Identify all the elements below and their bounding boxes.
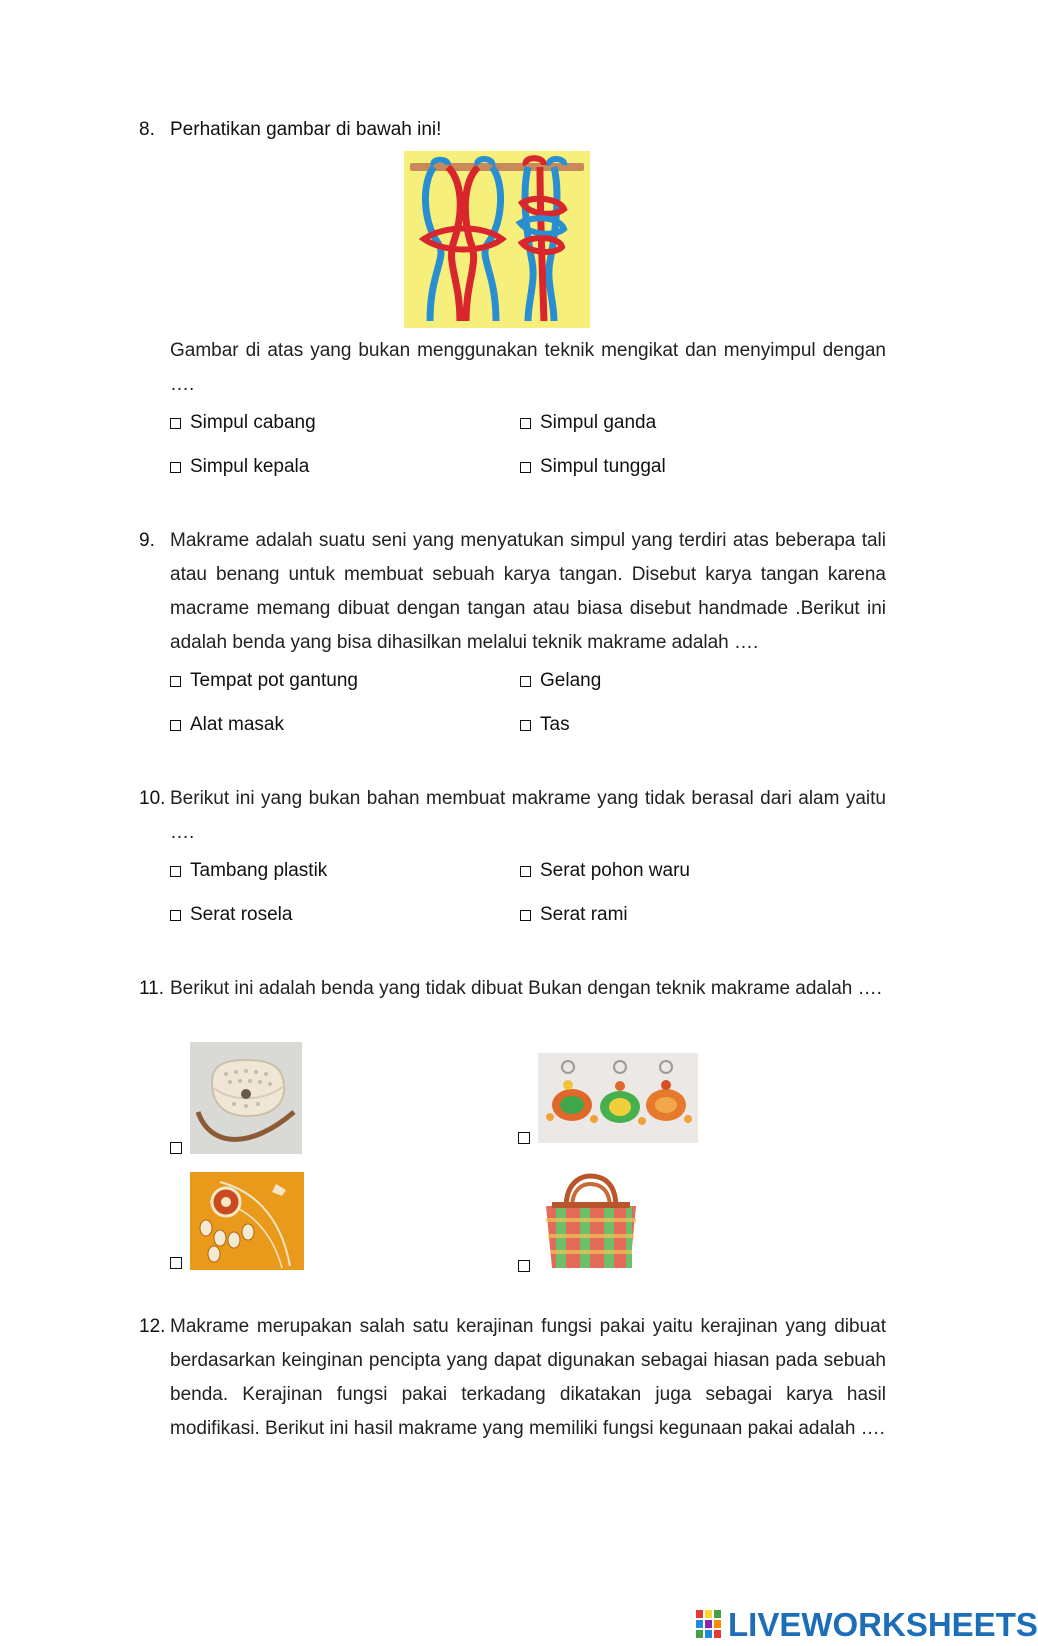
checkbox-icon[interactable] xyxy=(170,418,181,429)
q9-option-b[interactable]: Gelang xyxy=(520,668,601,694)
question-8-prompt: Perhatikan gambar di bawah ini! xyxy=(170,119,442,140)
checkbox-icon[interactable] xyxy=(520,720,531,731)
q11-option-b-checkbox[interactable] xyxy=(518,1132,530,1144)
q10-option-b[interactable]: Serat pohon waru xyxy=(520,858,690,884)
q11-option-d-checkbox[interactable] xyxy=(518,1260,530,1272)
q9-option-c[interactable]: Alat masak xyxy=(170,712,284,738)
checkbox-icon[interactable] xyxy=(170,866,181,877)
q9-option-a[interactable]: Tempat pot gantung xyxy=(170,668,358,694)
checkbox-icon[interactable] xyxy=(520,462,531,473)
liveworksheets-logo[interactable] xyxy=(696,1608,1038,1642)
q10-option-a[interactable]: Tambang plastik xyxy=(170,858,327,884)
q8-option-b[interactable]: Simpul ganda xyxy=(520,410,656,436)
macrame-bag-photo[interactable] xyxy=(190,1042,302,1154)
question-9-text: Makrame adalah suatu seni yang menyatukan simpul yang terdiri atas beberapa tali atau benang untuk membuat sebuah karya tangan. Disebut karya tangan karena macrame memang dibuat dengan tangan atau biasa disebut handmade .Berikut ini adalah benda yang bisa dihasilkan melalui teknik makrame adalah …. xyxy=(170,530,886,653)
checkbox-icon[interactable] xyxy=(170,720,181,731)
question-10-text: Berikut ini yang bukan bahan membuat makrame yang tidak berasal dari alam yaitu …. xyxy=(170,788,886,843)
question-9-number: 9. xyxy=(139,530,155,551)
q10-option-d[interactable]: Serat rami xyxy=(520,902,628,928)
dreamcatcher-necklace-photo[interactable] xyxy=(190,1172,304,1270)
logo-text: LIVEWORKSHEETS xyxy=(728,1606,1038,1643)
q8-option-c[interactable]: Simpul kepala xyxy=(170,454,309,480)
question-10-number: 10. xyxy=(139,788,166,809)
q11-option-c-checkbox[interactable] xyxy=(170,1257,182,1269)
checkbox-icon[interactable] xyxy=(520,866,531,877)
woven-basket-bag-photo[interactable] xyxy=(540,1168,642,1272)
checkbox-icon[interactable] xyxy=(170,462,181,473)
checkbox-icon[interactable] xyxy=(170,910,181,921)
question-11-number: 11. xyxy=(139,978,165,999)
checkbox-icon[interactable] xyxy=(170,676,181,687)
knot-diagram-image xyxy=(404,151,590,328)
turtle-keychain-photo[interactable] xyxy=(538,1053,698,1143)
logo-blocks-icon xyxy=(696,1610,722,1640)
question-11-text: Berikut ini adalah benda yang tidak dibuat Bukan dengan teknik makrame adalah …. xyxy=(170,978,882,999)
checkbox-icon[interactable] xyxy=(520,418,531,429)
q9-option-d[interactable]: Tas xyxy=(520,712,570,738)
q8-option-d[interactable]: Simpul tunggal xyxy=(520,454,666,480)
question-12-text: Makrame merupakan salah satu kerajinan fungsi pakai yaitu kerajinan yang dibuat berdasarkan keinginan pencipta yang dapat digunakan sebagai hiasan pada sebuah benda. Kerajinan fungsi pakai terkadang dikatakan juga sebagai karya hasil modifikasi. Berikut ini hasil makrame yang memiliki fungsi kegunaan pakai adalah …. xyxy=(170,1316,886,1439)
checkbox-icon[interactable] xyxy=(520,910,531,921)
checkbox-icon[interactable] xyxy=(520,676,531,687)
q10-option-c[interactable]: Serat rosela xyxy=(170,902,292,928)
q8-option-a[interactable]: Simpul cabang xyxy=(170,410,316,436)
q11-option-a-checkbox[interactable] xyxy=(170,1142,182,1154)
question-12-number: 12. xyxy=(139,1316,166,1337)
question-8-text: Gambar di atas yang bukan menggunakan teknik mengikat dan menyimpul dengan …. xyxy=(170,340,886,395)
question-8-number: 8. xyxy=(139,119,155,140)
